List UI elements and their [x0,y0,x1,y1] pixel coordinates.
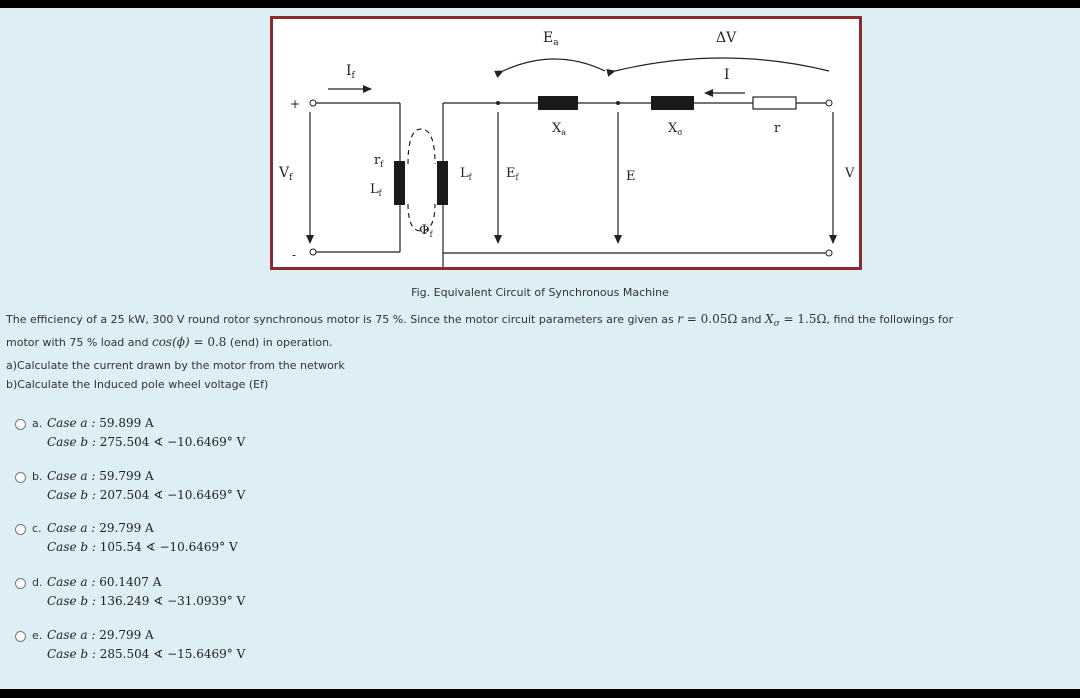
question-b: b)Calculate the Induced pole wheel voltage (Ef) [6,378,269,391]
field-winding-right [437,161,448,205]
label-dv: ΔV [716,30,737,46]
option-d-case-a: Case a : 60.1407 A [47,575,162,589]
circuit-figure [270,16,862,270]
option-letter: a. [32,417,43,430]
cos-value: = 0.8 [189,335,227,350]
label-if: $I_f$ [346,63,355,81]
r-symbol: r [677,312,683,326]
option-c-case-b: Case b : 105.54 ∢ −10.6469° V [47,540,238,554]
option-letter: e. [32,629,43,642]
problem-text-1: The efficiency of a 25 kW, 300 V round rotor synchronous motor is 75 %. Since the motor circuit parameters are given as [6,313,678,326]
dv-arc [615,58,829,71]
label-ea: $E_a$ [543,30,559,48]
label-xa: $X_a$ [552,121,567,137]
label-rf: $r_f$ [374,153,384,169]
label-v: V [845,166,855,181]
label-e: E [626,169,636,184]
option-letter: d. [32,576,43,589]
option-c-case-a: Case a : 29.799 A [47,521,154,535]
option-e-case-b: Case b : 285.504 ∢ −15.6469° V [47,647,246,661]
problem-text-2: and [737,313,766,326]
r-value: = 0.05Ω [682,312,738,326]
option-letter: b. [32,470,43,483]
terminal-top-right [826,100,832,106]
xa-reactance [538,96,578,110]
label-phi: $\Phi_f$ [419,223,433,239]
question-a: a)Calculate the current drawn by the motor from the network [6,359,345,372]
xs-symbol: X [765,312,774,326]
r-resistor [753,97,796,109]
ea-arc [503,59,605,71]
questions [6,356,345,394]
bottom-bar [0,689,1080,698]
label-lf-left: $L_f$ [370,182,382,198]
problem-text-5: (end) in operation. [226,336,333,350]
terminal-plus [310,100,316,106]
radio-option-e[interactable] [15,631,26,642]
circuit-diagram [273,19,859,267]
radio-option-c[interactable] [15,524,26,535]
option-a-case-a: Case a : 59.899 A [47,416,154,430]
label-lf-right: $L_f$ [460,166,472,182]
radio-option-b[interactable] [15,472,26,483]
label-ef: $E_f$ [506,166,519,182]
label-i: I [724,67,730,83]
label-r: r [774,121,781,136]
terminal-minus [310,249,316,255]
node-ef [496,101,500,105]
problem-statement [6,310,1066,352]
radio-option-a[interactable] [15,419,26,430]
option-e-case-a: Case a : 29.799 A [47,628,154,642]
field-winding-left [394,161,405,205]
figure-caption: Fig. Equivalent Circuit of Synchronous Machine [411,286,669,299]
label-vf: $V_f$ [279,165,293,183]
option-b-case-a: Case a : 59.799 A [47,469,154,483]
node-e [616,101,620,105]
label-minus: - [292,248,297,262]
option-d-case-b: Case b : 136.249 ∢ −31.0939° V [47,594,246,608]
xs-reactance [651,96,694,110]
flux-loop-top [408,129,435,164]
xs-subscript: σ [773,319,780,330]
option-b-case-b: Case b : 207.504 ∢ −10.6469° V [47,488,246,502]
cos-symbol: cos(ϕ) [151,335,190,350]
option-letter: c. [32,522,42,535]
xs-value: = 1.5Ω [779,312,827,326]
problem-text-4: motor with 75 % load and [6,336,152,350]
top-bar [0,0,1080,8]
radio-option-d[interactable] [15,578,26,589]
terminal-bottom-right [826,250,832,256]
label-xs: $X_\sigma$ [668,121,683,137]
problem-text-3: , find the followings for [826,313,954,326]
label-plus: + [290,97,301,111]
option-a-case-b: Case b : 275.504 ∢ −10.6469° V [47,435,246,449]
